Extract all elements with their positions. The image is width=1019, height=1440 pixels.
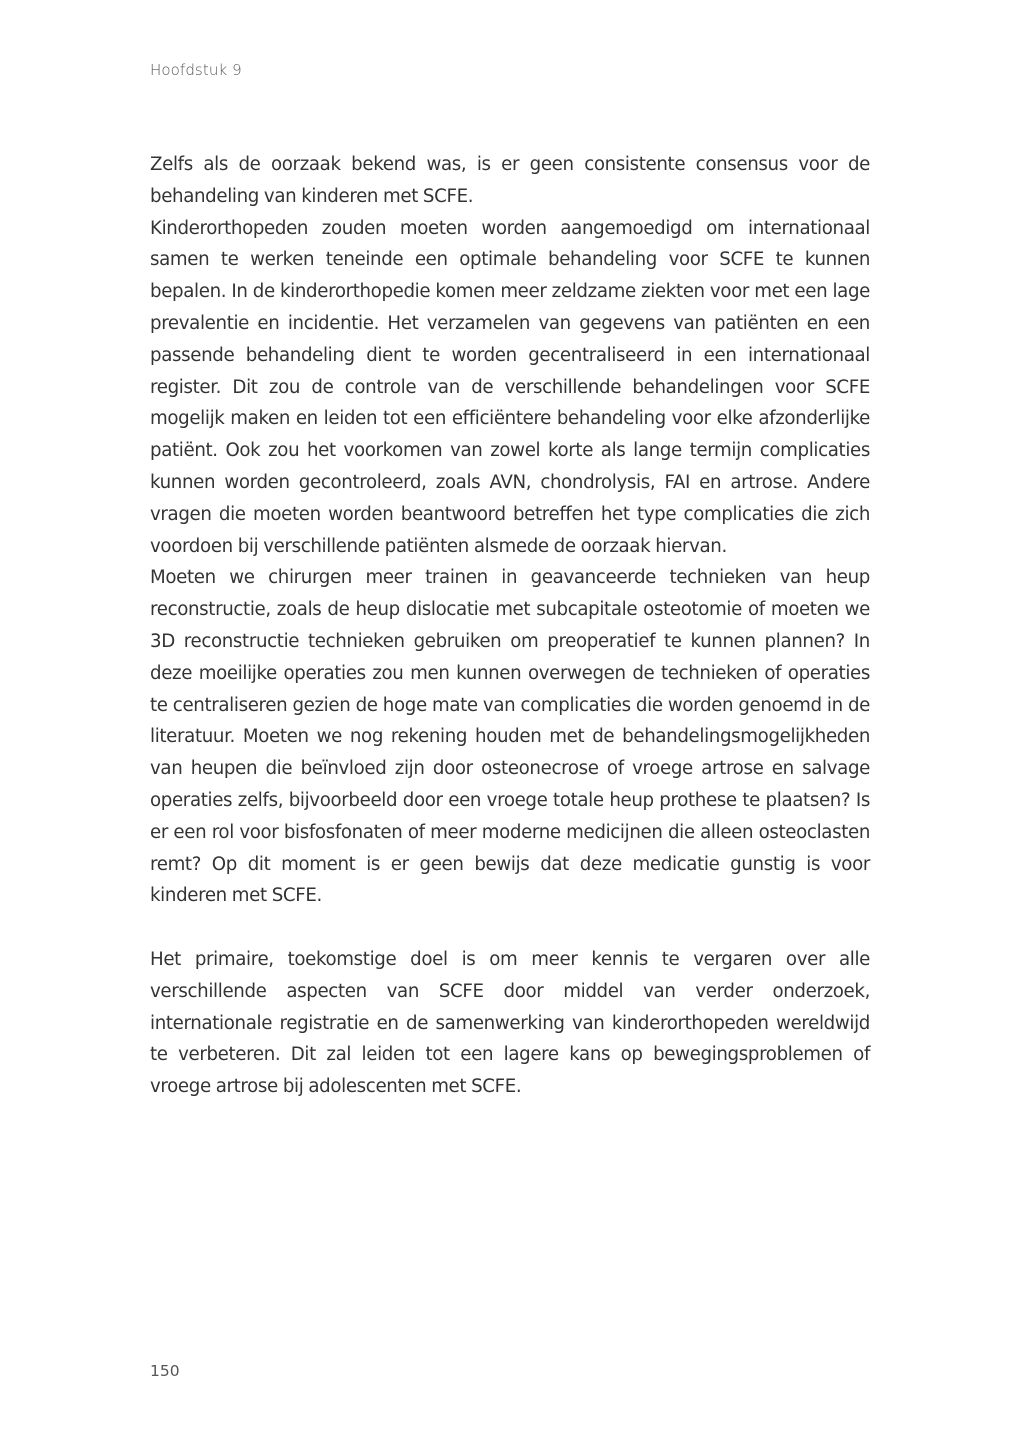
paragraph-4: Het primaire, toekomstige doel is om meer kennis te vergaren over alle verschillende aspecten van SCFE door middel van verder onderzoek, internationale registratie en de samenwerking van kinderorthopeden wereldwijd te verbeteren. Dit zal leiden tot een lagere kans op bewegingsproblemen of vroege artrose bij adolescenten met SCFE. (150, 948, 870, 1098)
page-number: 150 (150, 1362, 180, 1380)
paragraph-2: Kinderorthopeden zouden moeten worden aangemoedigd om internationaal samen te werken teneinde een optimale behandeling voor SCFE te kunnen bepalen. In de kinderorthopedie komen meer zeldzame ziekten voor met een lage prevalentie en incidentie. Het verzamelen van gegevens van patiënten en een passende behandeling dient te worden gecentraliseerd in een internationaal register. Dit zou de controle van de verschillende behandelingen voor SCFE mogelijk maken en leiden tot een efficiëntere behandeling voor elke afzonderlijke patiënt. Ook zou het voorkomen van zowel korte als lange termijn complicaties kunnen worden gecontroleerd, zoals AVN, chondrolysis, FAI en artrose. Andere vragen die moeten worden beantwoord betreffen het type complicaties die zich voordoen bij verschillende patiënten alsmede de oorzaak hiervan. (150, 217, 870, 557)
running-header-chapter: Hoofdstuk 9 (150, 61, 242, 79)
paragraph-1: Zelfs als de oorzaak bekend was, is er geen consistente consensus voor de behandeling van kinderen met SCFE. (150, 154, 870, 207)
body-text (150, 149, 870, 1103)
paragraph-3: Moeten we chirurgen meer trainen in geavanceerde technieken van heup reconstructie, zoals de heup dislocatie met subcapitale osteotomie of moeten we 3D reconstructie technieken gebruiken om preoperatief te kunnen plannen? In deze moeilijke operaties zou men kunnen overwegen de technieken of operaties te centraliseren gezien de hoge mate van complicaties die worden genoemd in de literatuur. Moeten we nog rekening houden met de behandelingsmogelijkheden van heupen die beïnvloed zijn door osteonecrose of vroege artrose en salvage operaties zelfs, bijvoorbeeld door een vroege totale heup prothese te plaatsen? Is er een rol voor bisfosfonaten of meer moderne medicijnen die alleen osteoclasten remt? Op dit moment is er geen bewijs dat deze medicatie gunstig is voor kinderen met SCFE. (150, 567, 870, 907)
